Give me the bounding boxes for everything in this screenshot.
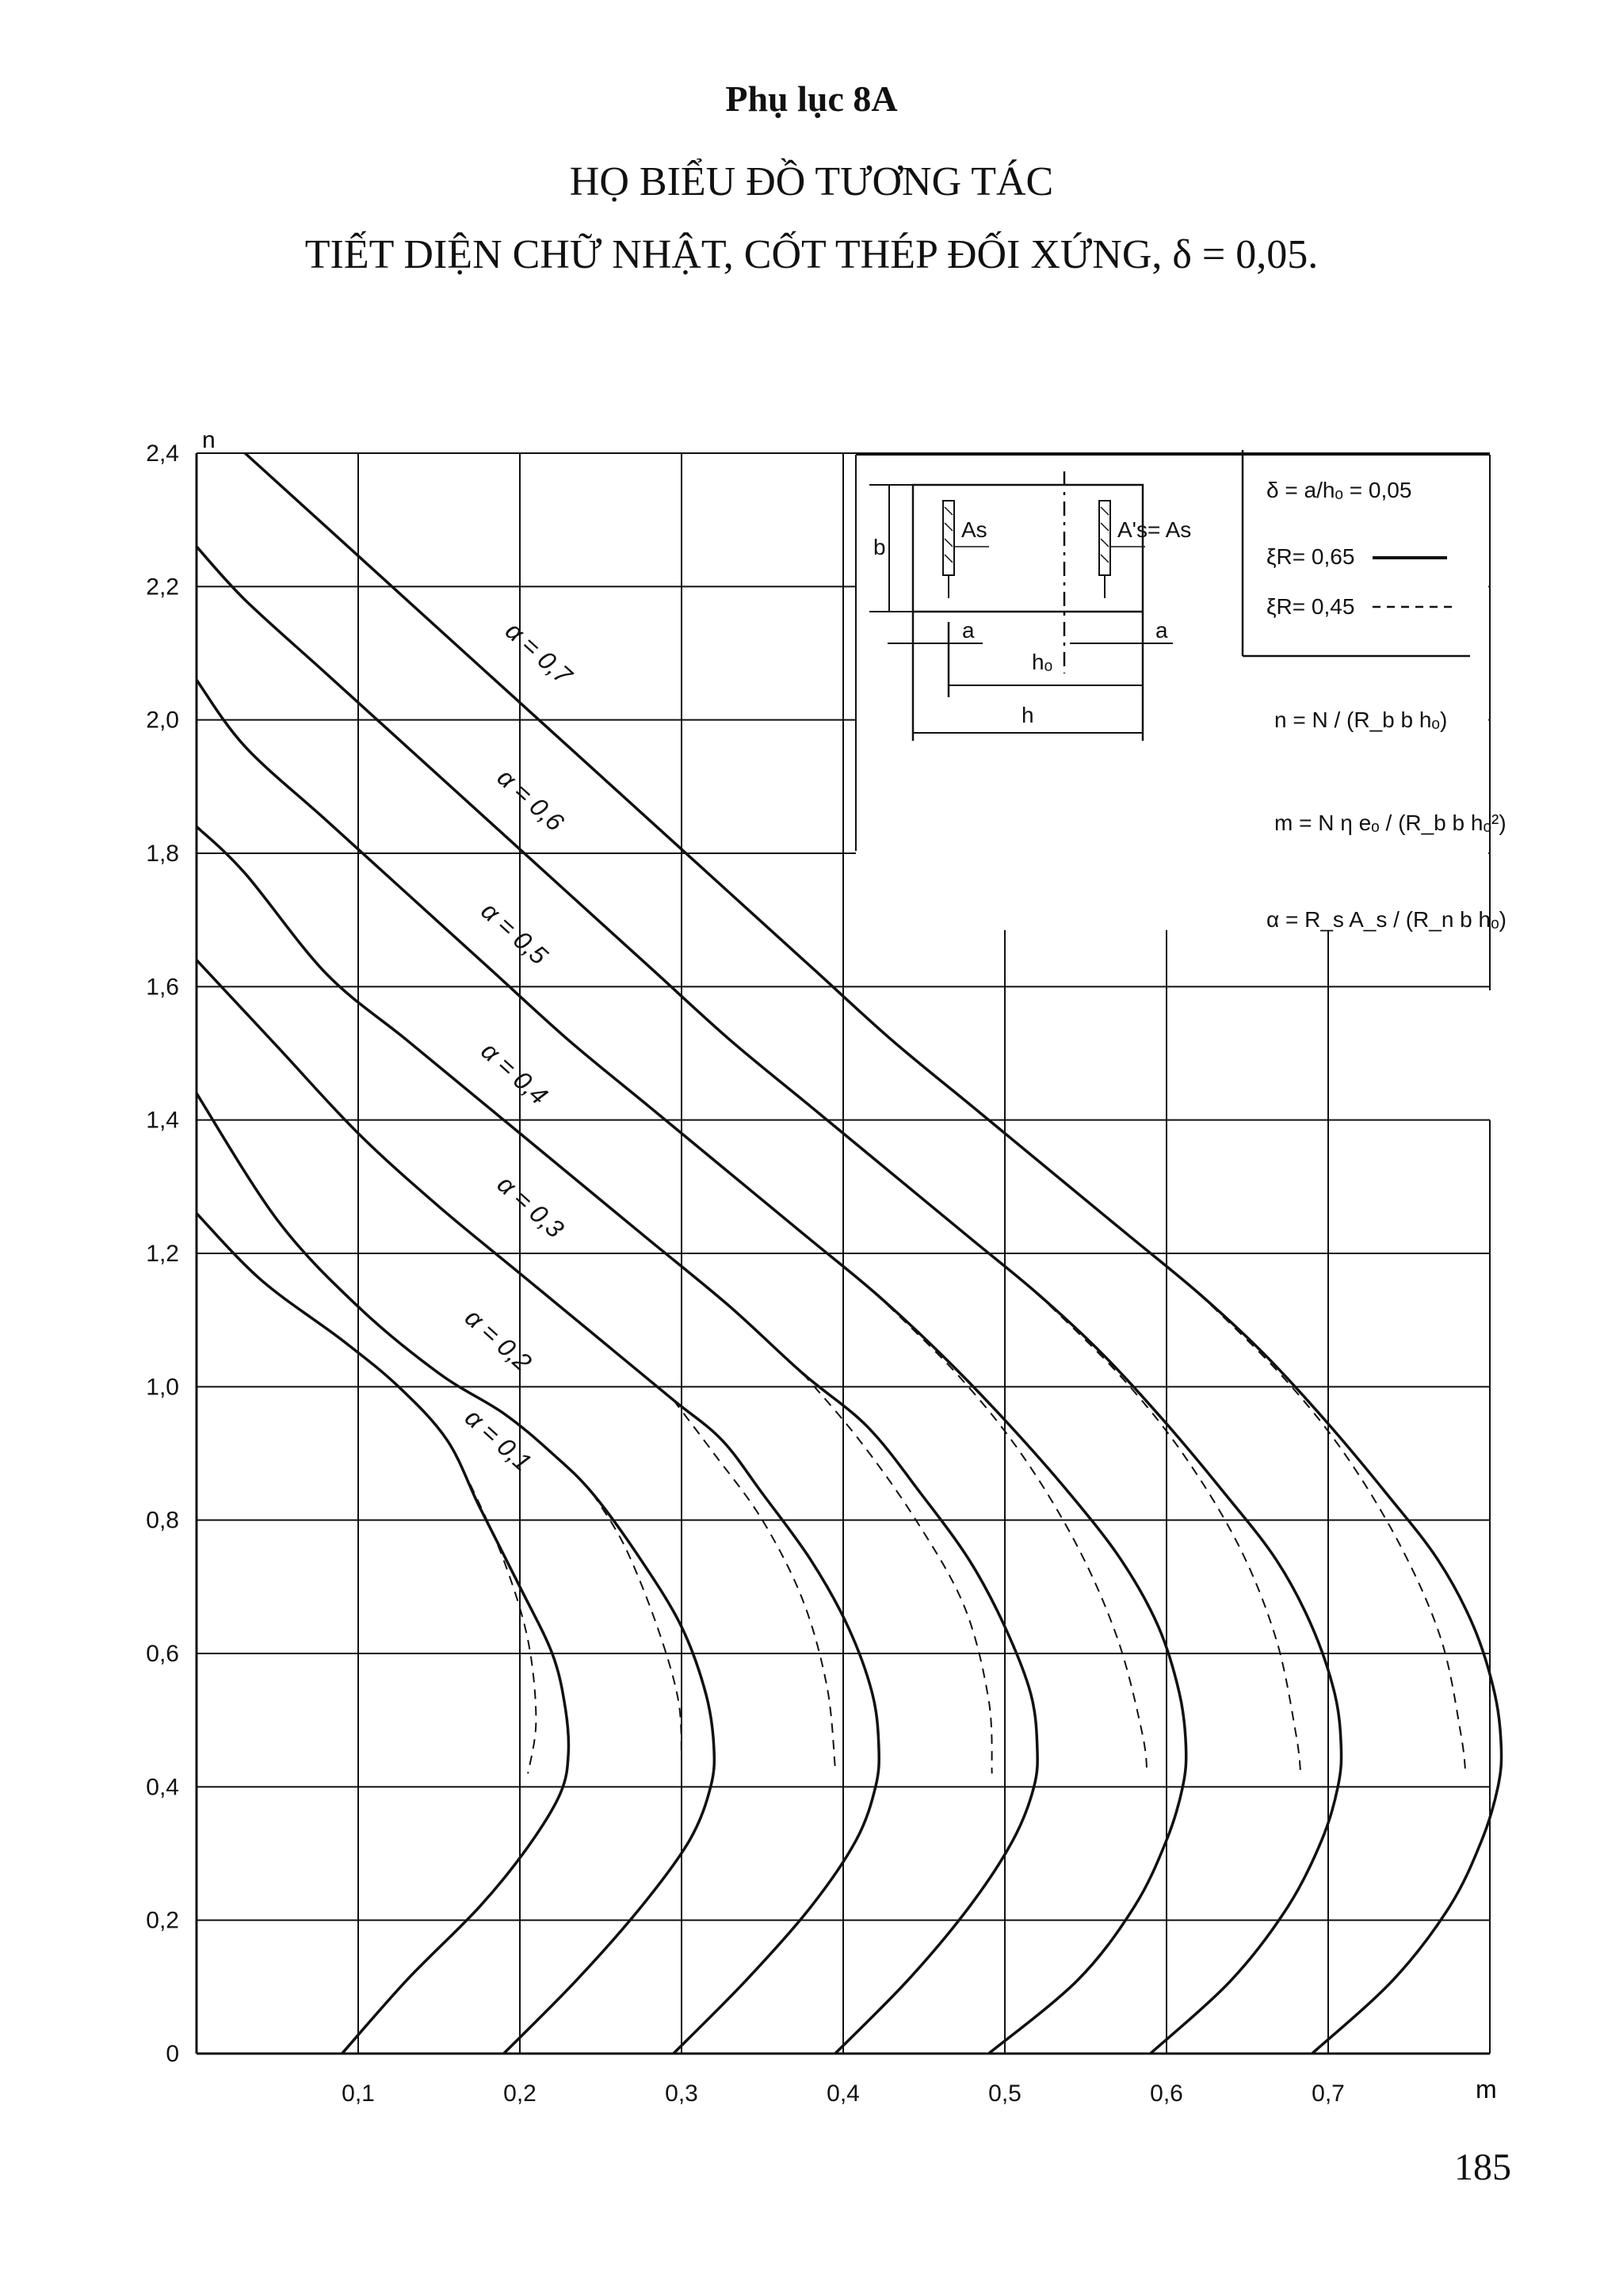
x-tick-label: 0,3	[665, 2081, 698, 2107]
page-number: 185	[1454, 2146, 1511, 2188]
legend-delta: δ = a/hₒ = 0,05	[1266, 478, 1412, 502]
y-tick-label: 2,4	[146, 441, 179, 467]
y-tick-label: 0,6	[146, 1641, 179, 1667]
label-a-right: a	[1155, 618, 1168, 643]
x-tick-label: 0,1	[342, 2081, 375, 2107]
chart-title-line1: HỌ BIỂU ĐỒ TƯƠNG TÁC	[569, 159, 1054, 204]
y-tick-label: 2,0	[146, 707, 179, 734]
y-tick-label: 0,4	[146, 1774, 179, 1801]
formula-alpha: α = R_s A_s / (R_n b hₒ)	[1266, 907, 1507, 932]
chart-title-line2: TIẾT DIỆN CHỮ NHẬT, CỐT THÉP ĐỐI XỨNG, δ = 0,05.	[304, 232, 1319, 277]
legend-xi-dashed: ξR= 0,45	[1266, 594, 1355, 619]
x-tick-label: 0,7	[1312, 2081, 1345, 2107]
label-h: h	[1022, 703, 1034, 727]
curve-label: α = 0,5	[475, 896, 554, 971]
label-as: As	[961, 517, 987, 542]
curve-label: α = 0,7	[499, 616, 578, 690]
legend-xi-solid: ξR= 0,65	[1266, 544, 1355, 569]
y-tick-label: 1,6	[146, 974, 179, 1001]
series-alpha-04-solid	[197, 826, 1037, 2054]
curve-label: α = 0,2	[459, 1302, 537, 1377]
label-h0: hₒ	[1032, 650, 1053, 674]
y-tick-labels	[146, 441, 179, 2067]
series-alpha-02-dashed	[593, 1493, 682, 1760]
curve-label: α = 0,4	[475, 1035, 554, 1111]
y-tick-label: 1,2	[146, 1241, 179, 1267]
formula-m: m = N η eₒ / (R_b b hₒ²)	[1274, 810, 1507, 835]
label-a-left: a	[962, 618, 975, 643]
series-alpha-05-dashed	[876, 1294, 1148, 1774]
x-axis-label: m	[1476, 2075, 1497, 2103]
y-axis-label: n	[202, 427, 216, 453]
grid	[197, 453, 1490, 2054]
series-alpha-06-dashed	[1037, 1294, 1301, 1774]
formula-n: n = N / (R_b b hₒ)	[1274, 707, 1448, 732]
y-tick-label: 1,8	[146, 841, 179, 867]
series-alpha-07-dashed	[1199, 1294, 1466, 1774]
x-tick-labels	[342, 2081, 1345, 2107]
x-tick-label: 0,6	[1150, 2081, 1183, 2107]
series-alpha-01-dashed	[447, 1440, 536, 1774]
appendix-label: Phụ lục 8A	[725, 78, 898, 119]
series-alpha-03-dashed	[674, 1400, 835, 1767]
curve-label: α = 0,1	[459, 1402, 537, 1477]
y-tick-label: 1,0	[146, 1374, 179, 1401]
y-tick-label: 2,2	[146, 574, 179, 601]
curve-label: α = 0,6	[491, 762, 570, 837]
y-tick-label: 0,2	[146, 1907, 179, 1934]
x-tick-label: 0,2	[503, 2081, 537, 2107]
x-tick-label: 0,5	[988, 2081, 1022, 2107]
series-alpha-03-solid	[197, 960, 879, 2054]
curve-label: α = 0,3	[491, 1169, 570, 1244]
y-tick-label: 0,8	[146, 1507, 179, 1534]
y-tick-label: 1,4	[146, 1107, 179, 1134]
label-b: b	[873, 535, 886, 559]
y-tick-label: 0	[166, 2041, 179, 2067]
x-tick-label: 0,4	[827, 2081, 860, 2107]
curve-labels	[460, 616, 579, 1477]
label-as-prime: A's= As	[1117, 517, 1192, 542]
